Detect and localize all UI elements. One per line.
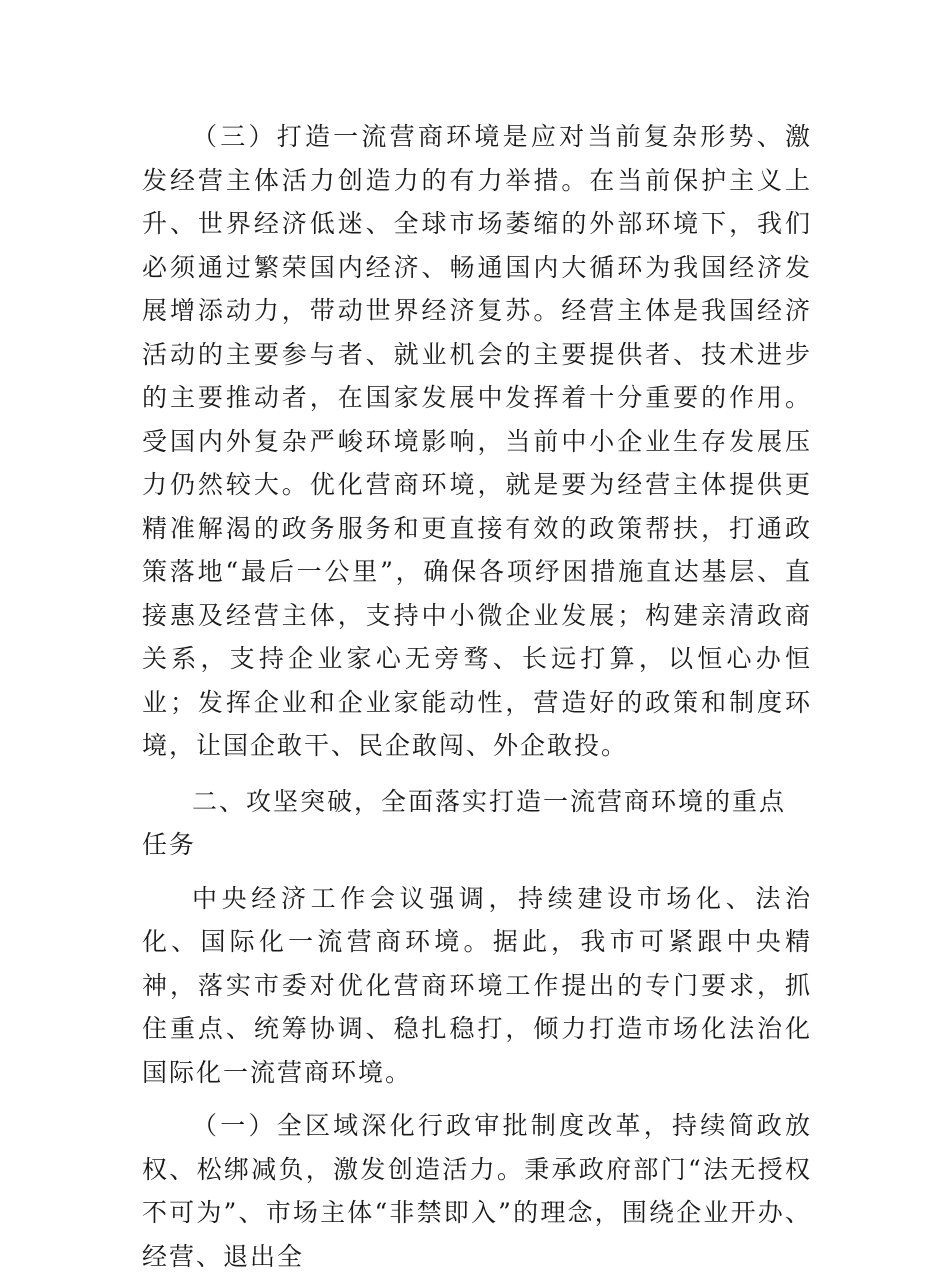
- document-body: [142, 115, 812, 1278]
- paragraph-central-economic-conference: 中央经济工作会议强调，持续建设市场化、法治化、国际化一流营商环境。据此，我市可紧跟中央精神，落实市委对优化营商环境工作提出的专门要求，抓住重点、统筹协调、稳扎稳打，倾力打造市场化法治化国际化一流营商环境。: [142, 883, 812, 1087]
- paragraph-section-three: （三）打造一流营商环境是应对当前复杂形势、激发经营主体活力创造力的有力举措。在当前保护主义上升、世界经济低迷、全球市场萎缩的外部环境下，我们必须通过繁荣国内经济、畅通国内大循环为我国经济发展增添动力，带动世界经济复苏。经营主体是我国经济活动的主要参与者、就业机会的主要提供者、技术进步的主要推动者，在国家发展中发挥着十分重要的作用。受国内外复杂严峻环境影响，当前中小企业生存发展压力仍然较大。优化营商环境，就是要为经营主体提供更精准解渴的政务服务和更直接有效的政策帮扶，打通政策落地“最后一公里”，确保各项纾困措施直达基层、直接惠及经营主体，支持中小微企业发展；构建亲清政商关系，支持企业家心无旁骛、长远打算，以恒心办恒业；发挥企业和企业家能动性，营造好的政策和制度环境，让国企敢干、民企敢闯、外企敢投。: [142, 122, 812, 760]
- paragraph-subsection-one: （一）全区域深化行政审批制度改革，持续简政放权、松绑减负，激发创造活力。秉承政府部门“法无授权不可为”、市场主体“非禁即入”的理念，围绕企业开办、经营、退出全: [142, 1111, 812, 1271]
- section-heading-two: 二、攻坚突破，全面落实打造一流营商环境的重点任务: [142, 786, 787, 859]
